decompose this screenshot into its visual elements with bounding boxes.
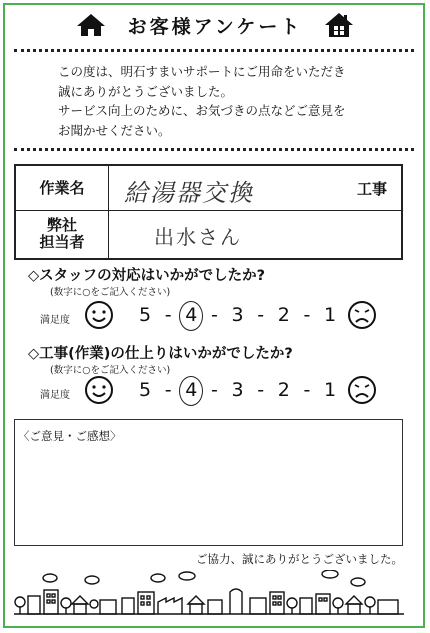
scale-dash: - [257,304,265,326]
townscape-illustration [14,570,414,620]
info-table [14,164,403,260]
comment-box[interactable] [14,419,403,546]
staff-label-line: 弊社 [46,216,77,234]
scale-dash: - [257,379,265,401]
scale-dash: - [303,379,311,401]
rating-option-3[interactable]: 3 [231,304,244,326]
intro-text [58,62,388,140]
rating-row-1 [40,300,390,336]
staff-label-line: 担当者 [39,233,85,251]
divider [14,49,414,52]
staff-label [16,210,109,258]
comment-label: 〈ご意見・ご感想〉 [18,429,122,443]
work-label: 作業名 [16,166,109,210]
work-row [16,166,401,211]
rating-label: 満足度 [40,390,70,401]
rating-scale-1 [135,304,340,326]
rating-option-2[interactable]: 2 [277,304,290,326]
house-icon [76,13,106,37]
rating-option-1[interactable]: 1 [323,379,337,401]
rating-option-1[interactable]: 1 [323,304,337,326]
intro-line: 誠にありがとうございました。 [58,83,234,99]
smile-face-icon [84,300,114,330]
scale-dash: - [210,379,218,401]
rating-option-3[interactable]: 3 [231,379,244,401]
scale-dash: - [210,304,218,326]
scale-dash: - [303,304,311,326]
thanks-text: ご協力、誠にありがとうございました。 [196,552,403,566]
frown-face-icon [347,300,377,330]
question-1: ◇スタッフの対応はいかがでしたか? [28,268,266,284]
rating-option-2[interactable]: 2 [277,379,290,401]
header [0,10,430,40]
rating-option-5[interactable]: 5 [138,304,152,326]
house-window-icon [324,12,354,38]
work-value[interactable]: 給湯器交換 [124,179,254,207]
intro-line: お聞かせください。 [58,122,171,138]
rating-option-4-selected[interactable]: 4 [181,304,201,326]
frown-face-icon [347,375,377,405]
question-1-note: (数字に○をご記入ください) [50,287,171,298]
intro-line: サービス向上のために、お気づきの点などご意見を [58,103,346,118]
rating-row-2 [40,375,390,411]
rating-label: 満足度 [40,315,70,326]
question-2: ◇工事(作業)の仕上りはいかがでしたか? [28,346,293,362]
rating-option-5[interactable]: 5 [138,379,152,401]
divider [14,148,414,151]
page-title: お客様アンケート [127,15,303,38]
scale-dash: - [164,304,172,326]
rating-option-4-selected[interactable]: 4 [181,379,201,401]
staff-value[interactable]: 出水さん [154,225,242,249]
question-2-note: (数字に○をご記入ください) [50,365,171,376]
intro-line: この度は、明石すまいサポートにご用命をいただき [58,64,346,79]
rating-scale-2 [135,379,340,401]
scale-dash: - [164,379,172,401]
smile-face-icon [84,375,114,405]
work-suffix: 工事 [356,180,387,198]
staff-row [16,210,401,258]
